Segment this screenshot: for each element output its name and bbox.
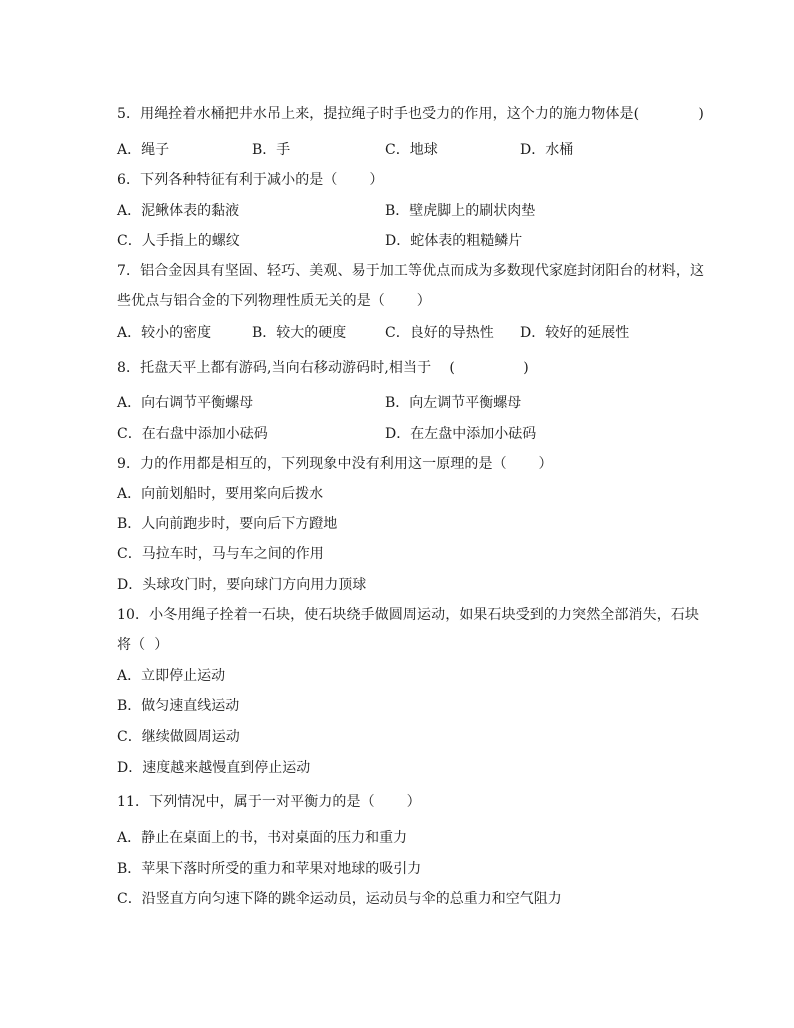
question-7-stem-line-1: 7．铝合金因具有坚固、轻巧、美观、易于加工等优点而成为多数现代家庭封闭阳台的材料，这 xyxy=(117,263,705,279)
question-7-option-b: B．较大的硬度 xyxy=(252,325,347,341)
question-9-option-c: C．马拉车时，马与车之间的作用 xyxy=(117,546,324,562)
question-9-option-d: D．头球攻门时，要向球门方向用力顶球 xyxy=(117,577,367,593)
question-8-stem: 8．托盘天平上都有游码,当向右移动游码时,相当于 ( ) xyxy=(117,360,529,376)
question-8-option-a: A．向右调节平衡螺母 xyxy=(117,395,254,411)
question-8-option-c: C．在右盘中添加小砝码 xyxy=(117,426,268,442)
question-11-option-b: B．苹果下落时所受的重力和苹果对地球的吸引力 xyxy=(117,861,422,877)
question-7-option-d: D．较好的延展性 xyxy=(520,325,630,341)
question-9-option-b: B．人向前跑步时，要向后下方蹬地 xyxy=(117,516,338,532)
question-11-option-a: A．静止在桌面上的书，书对桌面的压力和重力 xyxy=(117,830,408,846)
question-5-option-a: A．绳子 xyxy=(117,142,170,158)
question-5-option-d: D．水桶 xyxy=(520,142,574,158)
question-5-option-c: C．地球 xyxy=(385,142,438,158)
question-6-stem: 6．下列各种特征有利于减小的是（ ） xyxy=(117,172,384,188)
question-7-option-c: C．良好的导热性 xyxy=(385,325,494,341)
question-10-option-a: A．立即停止运动 xyxy=(117,668,226,684)
question-11-stem: 11．下列情况中，属于一对平衡力的是（ ） xyxy=(117,794,421,810)
question-5-stem: 5．用绳拴着水桶把井水吊上来，提拉绳子时手也受力的作用，这个力的施力物体是( ) xyxy=(117,106,704,122)
question-10-stem-line-2: 将（ ） xyxy=(117,637,169,653)
question-5-option-b: B．手 xyxy=(252,142,291,158)
question-10-option-b: B．做匀速直线运动 xyxy=(117,698,240,714)
question-9-stem: 9．力的作用都是相互的，下列现象中没有利用这一原理的是（ ） xyxy=(117,456,553,472)
question-8-option-b: B．向左调节平衡螺母 xyxy=(385,395,522,411)
question-10-option-c: C．继续做圆周运动 xyxy=(117,729,240,745)
question-8-option-d: D．在左盘中添加小砝码 xyxy=(385,426,537,442)
question-11-option-c: C．沿竖直方向匀速下降的跳伞运动员，运动员与伞的总重力和空气阻力 xyxy=(117,891,562,907)
question-7-option-a: A．较小的密度 xyxy=(117,325,212,341)
question-6-option-b: B．壁虎脚上的刷状肉垫 xyxy=(385,203,536,219)
question-6-option-a: A．泥鳅体表的黏液 xyxy=(117,203,240,219)
question-6-option-c: C．人手指上的螺纹 xyxy=(117,233,240,249)
question-7-stem-line-2: 些优点与铝合金的下列物理性质无关的是（ ） xyxy=(117,293,431,309)
question-10-option-d: D．速度越来越慢直到停止运动 xyxy=(117,760,311,776)
question-10-stem-line-1: 10．小冬用绳子拴着一石块，使石块绕手做圆周运动，如果石块受到的力突然全部消失，石块 xyxy=(117,607,700,623)
question-9-option-a: A．向前划船时，要用桨向后拨水 xyxy=(117,486,324,502)
question-6-option-d: D．蛇体表的粗糙鳞片 xyxy=(385,233,523,249)
